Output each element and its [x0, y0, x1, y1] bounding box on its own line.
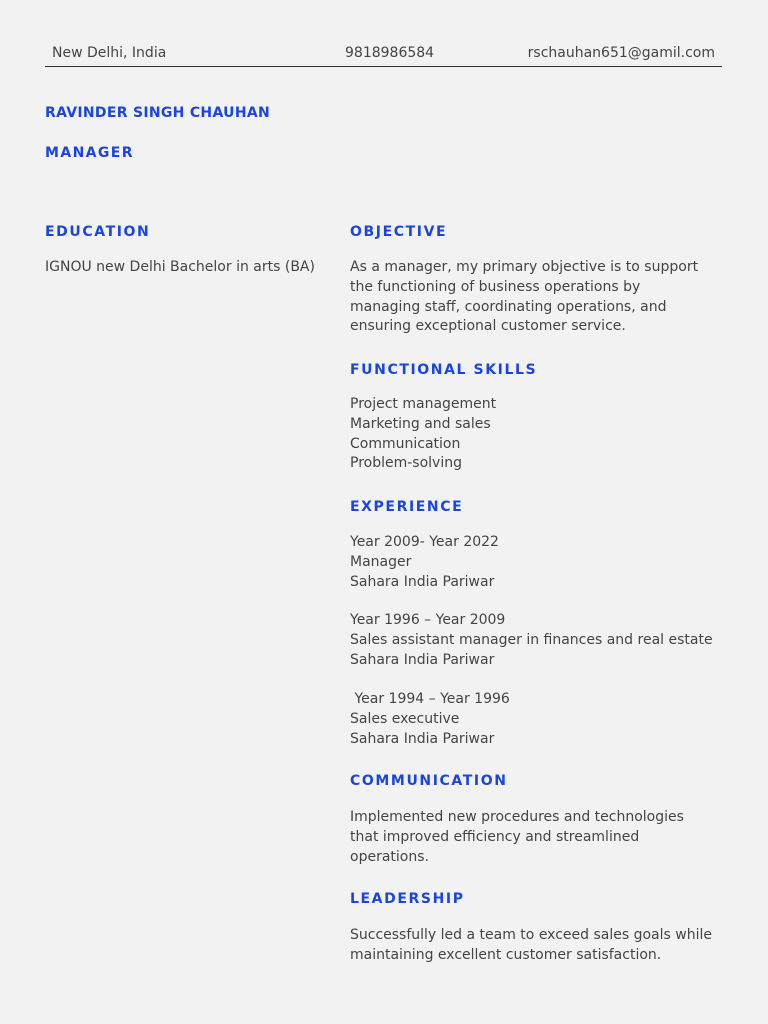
experience-company: Sahara India Pariwar: [350, 730, 495, 747]
skills-list: [350, 395, 496, 474]
experience-period: Year 2009- Year 2022: [350, 534, 499, 550]
communication-line: that improved efficiency and streamlined: [350, 828, 640, 845]
contact-bar: [45, 44, 722, 67]
experience-title: Manager: [350, 553, 412, 570]
skill-item: Marketing and sales: [350, 415, 491, 432]
candidate-name: RAVINDER SINGH CHAUHAN: [45, 105, 270, 121]
experience-entry: [350, 611, 713, 670]
experience-title: Sales executive: [350, 710, 460, 727]
communication-heading: COMMUNICATION: [350, 773, 508, 789]
experience-company: Sahara India Pariwar: [350, 651, 495, 668]
objective-text: [350, 258, 698, 337]
experience-period: Year 1996 – Year 2009: [350, 612, 506, 628]
objective-line: the functioning of business operations by: [350, 278, 641, 295]
leadership-line: Successfully led a team to exceed sales goals while: [350, 927, 712, 943]
experience-company: Sahara India Pariwar: [350, 573, 495, 590]
leadership-line: maintaining excellent customer satisfaction.: [350, 946, 662, 963]
education-text: IGNOU new Delhi Bachelor in arts (BA): [45, 259, 315, 275]
objective-line: managing staff, coordinating operations, and: [350, 298, 667, 315]
experience-entry: [350, 690, 510, 749]
experience-heading: EXPERIENCE: [350, 499, 464, 515]
objective-line: As a manager, my primary objective is to support: [350, 259, 699, 275]
skill-item: Project management: [350, 396, 497, 412]
education-heading: EDUCATION: [45, 224, 151, 240]
skill-item: Communication: [350, 435, 461, 452]
communication-line: Implemented new procedures and technologies: [350, 809, 684, 825]
experience-entry: [350, 533, 499, 592]
communication-line: operations.: [350, 848, 429, 865]
leadership-text: [350, 926, 712, 966]
contact-phone: 9818986584: [345, 45, 435, 61]
objective-heading: OBJECTIVE: [350, 224, 448, 240]
objective-line: ensuring exceptional customer service.: [350, 318, 626, 335]
contact-address: New Delhi, India: [52, 45, 167, 61]
contact-email: rschauhan651@gamil.com: [527, 45, 715, 61]
skill-item: Problem-solving: [350, 455, 462, 472]
candidate-role: MANAGER: [45, 145, 134, 161]
experience-title: Sales assistant manager in finances and real estate: [350, 631, 713, 648]
communication-text: [350, 808, 684, 867]
leadership-heading: LEADERSHIP: [350, 891, 465, 907]
skills-heading: FUNCTIONAL SKILLS: [350, 362, 538, 378]
experience-period: Year 1994 – Year 1996: [350, 691, 510, 707]
